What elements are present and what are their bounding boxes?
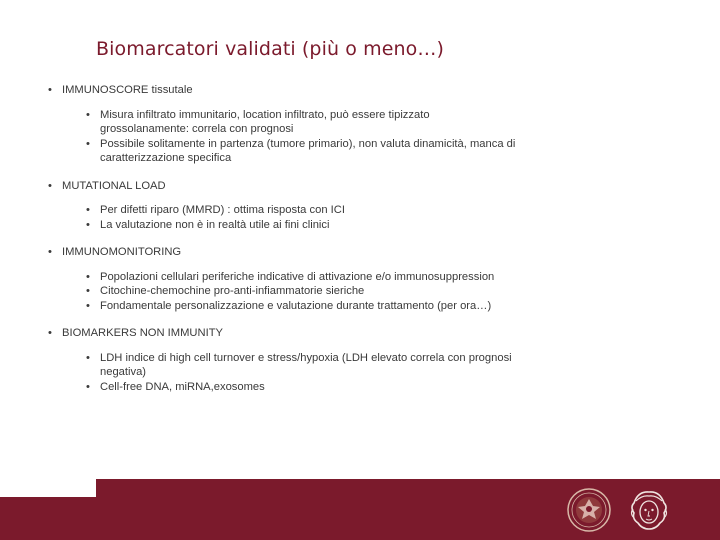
minerva-head-icon	[626, 487, 672, 533]
section-immunomonitoring	[48, 245, 518, 313]
section-heading: • IMMUNOSCORE tissutale	[48, 83, 518, 98]
list-item: • La valutazione non è in realtà utile ai fini clinici	[86, 218, 518, 233]
list-item: • Popolazioni cellulari periferiche indicative di attivazione e/o immunosuppression	[86, 270, 518, 285]
sub-bullet-list	[86, 203, 518, 232]
list-item: • Possibile solitamente in partenza (tumore primario), non valuta dinamicità, manca di caratterizzazione specifica	[86, 137, 518, 166]
sub-bullet-list	[86, 108, 518, 166]
slide-title: Biomarcatori validati (più o meno…)	[96, 38, 444, 60]
list-item: • Citochine-chemochine pro-anti-infiammatorie sieriche	[86, 284, 518, 299]
sub-bullet-list	[86, 351, 518, 395]
section-biomarkers-non-immunity	[48, 326, 518, 394]
section-heading: • IMMUNOMONITORING	[48, 245, 518, 260]
section-heading: • MUTATIONAL LOAD	[48, 179, 518, 194]
section-mutational-load	[48, 179, 518, 233]
section-heading: • BIOMARKERS NON IMMUNITY	[48, 326, 518, 341]
section-immunoscore	[48, 83, 518, 166]
list-item: • Misura infiltrato immunitario, location infiltrato, può essere tipizzato grossolanamente: correla con prognosi	[86, 108, 518, 137]
list-item: • Cell-free DNA, miRNA,exosomes	[86, 380, 518, 395]
sub-bullet-list	[86, 270, 518, 314]
list-item: • Per difetti riparo (MMRD) : ottima risposta con ICI	[86, 203, 518, 218]
footer-bar-left	[0, 497, 96, 540]
list-item: • Fondamentale personalizzazione e valutazione durante trattamento (per ora…)	[86, 299, 518, 314]
slide-body	[48, 83, 518, 394]
list-item: • LDH indice di high cell turnover e stress/hypoxia (LDH elevato correla con prognosi negativa)	[86, 351, 518, 380]
university-seal-icon	[566, 487, 612, 533]
